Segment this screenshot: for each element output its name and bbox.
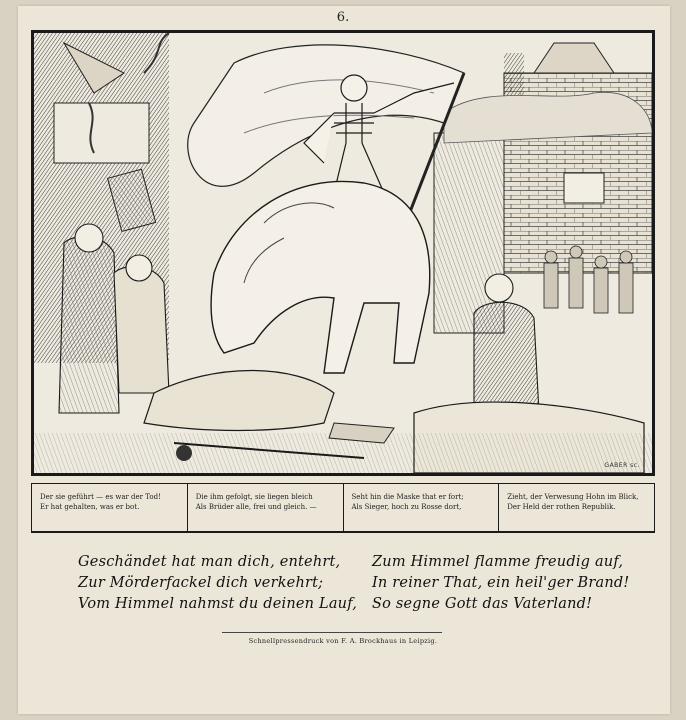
footer-rule xyxy=(222,632,442,633)
verse-line: Zur Mörderfackel dich verkehrt; xyxy=(78,575,324,591)
caption-line: Als Brüder alle, frei und gleich. — xyxy=(195,502,317,511)
caption-line: Der Held der rothen Republik. xyxy=(507,502,616,511)
verse-line: Geschändet hat man dich, entehrt, xyxy=(78,554,341,570)
verse-right-column xyxy=(372,552,629,615)
caption-line: Die ihm gefolgt, sie liegen bleich xyxy=(195,493,313,501)
caption-line: Als Sieger, hoch zu Rosse dort, xyxy=(351,502,462,511)
verse-line: Vom Himmel nahmst du deinen Lauf, xyxy=(78,596,358,612)
engraver-signature: GABER sc. xyxy=(604,462,640,469)
caption-cell xyxy=(188,484,344,531)
caption-cell xyxy=(32,484,188,531)
caption-line: Zieht, der Verwesung Hohn im Blick, xyxy=(507,493,639,501)
caption-line: Der sie geführt — es war der Tod! xyxy=(40,493,161,501)
death-on-horse-engraving xyxy=(34,33,652,473)
page-number: 6. xyxy=(336,10,350,25)
woodcut-illustration xyxy=(31,30,655,476)
caption-line: Er hat gehalten, was er bot. xyxy=(40,502,140,511)
printer-imprint: Schnellpressendruck von F. A. Brockhaus in Leipzig. xyxy=(248,637,438,645)
caption-cell xyxy=(344,484,500,531)
caption-line: Seht hin die Maske that er fort; xyxy=(351,493,464,501)
caption-cell xyxy=(499,484,654,531)
verse-line: So segne Gott das Vaterland! xyxy=(372,596,593,612)
verse-line: In reiner That, ein heil'ger Brand! xyxy=(372,575,630,591)
verse-line: Zum Himmel flamme freudig auf, xyxy=(372,554,624,570)
verse-left-column xyxy=(78,552,357,615)
caption-row xyxy=(31,483,655,533)
